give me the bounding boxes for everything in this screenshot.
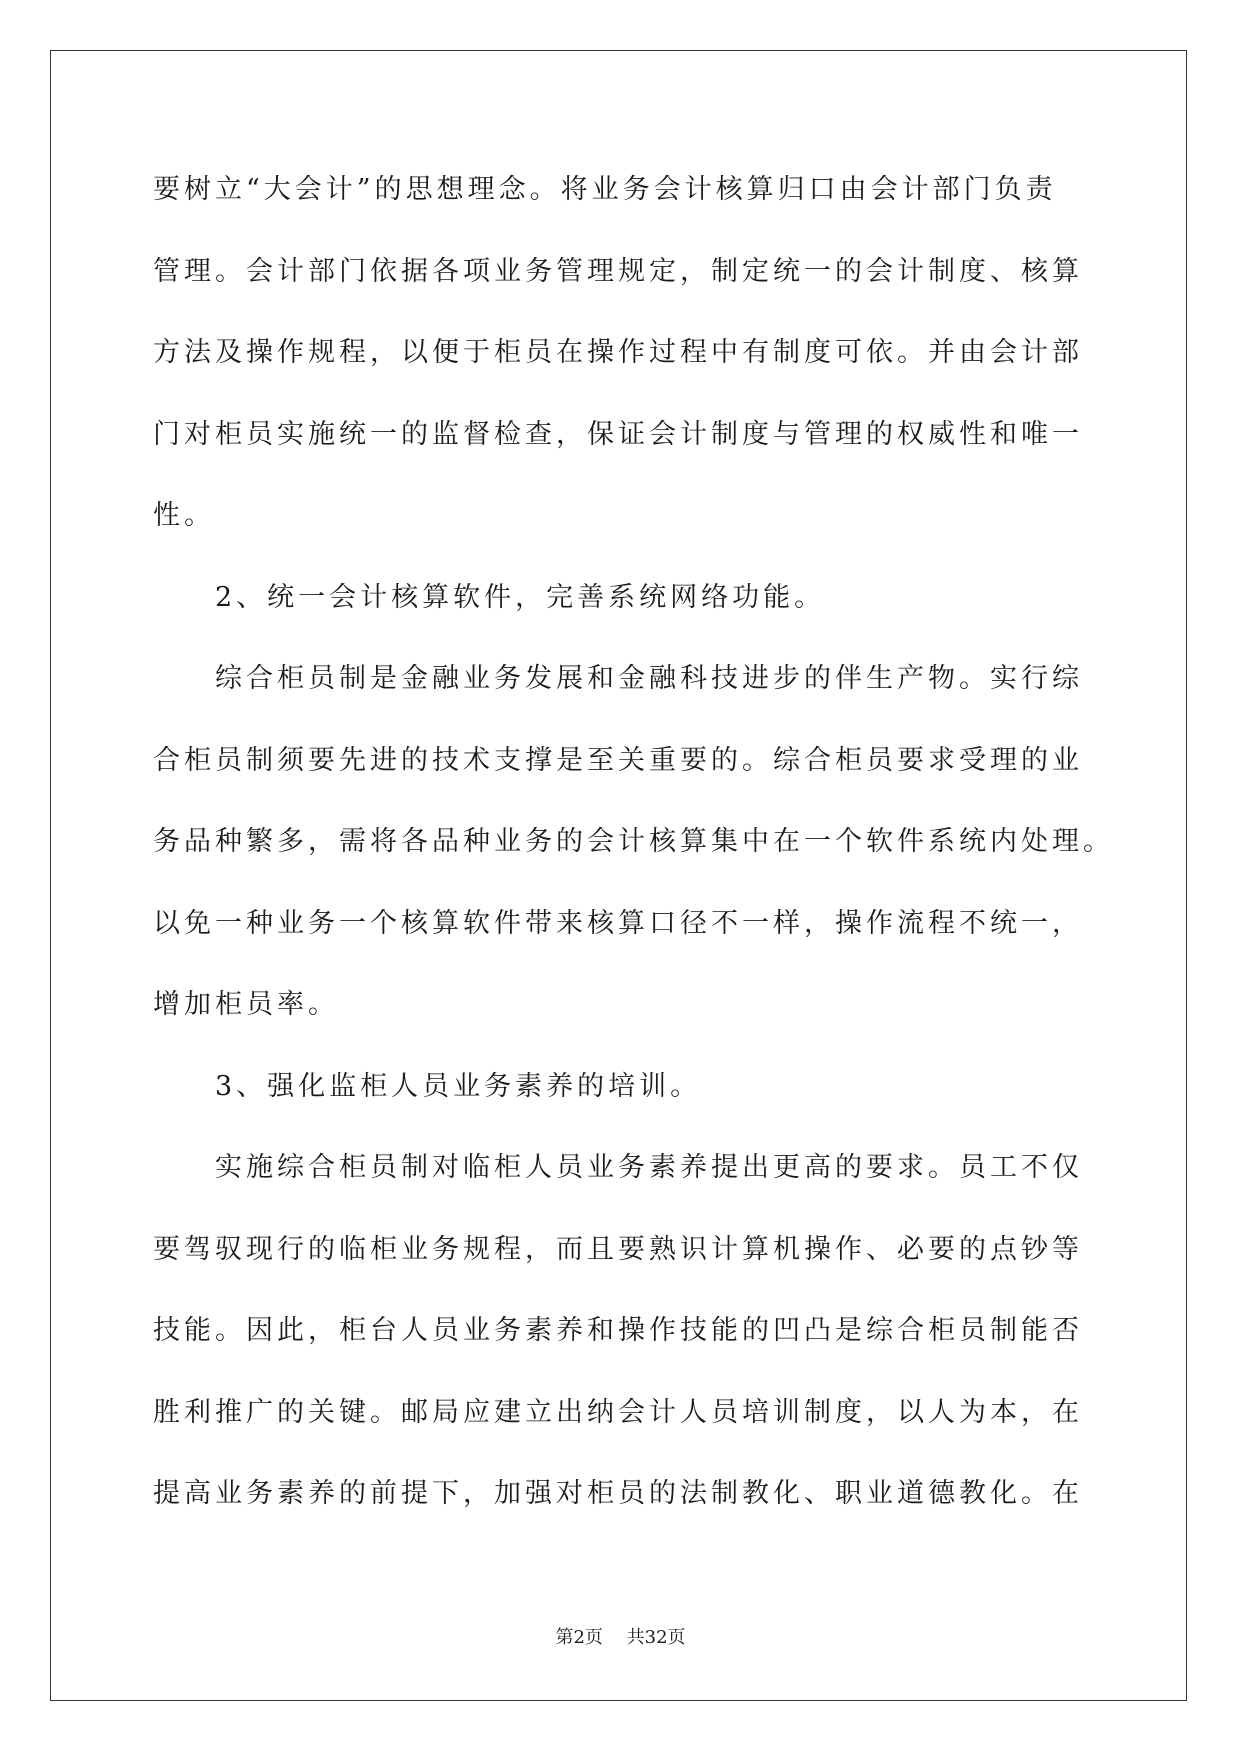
body-line: 务品种繁多，需将各品种业务的会计核算集中在一个软件系统内处理。	[153, 826, 1114, 857]
body-line: 胜利推广的关键。邮局应建立出纳会计人员培训制度，以人为本，在	[153, 1396, 1083, 1428]
body-line: 管理。会计部门依据各项业务管理规定，制定统一的会计制度、核算	[153, 255, 1083, 287]
total-pages: 共32页	[626, 1627, 686, 1648]
body-line: 性。	[153, 500, 215, 531]
body-line: 方法及操作规程，以便于柜员在操作过程中有制度可依。并由会计部	[153, 337, 1083, 368]
body-line: 提高业务素养的前提下，加强对柜员的法制教化、职业道德教化。在	[153, 1478, 1083, 1509]
body-line: 综合柜员制是金融业务发展和金融科技进步的伴生产物。实行综	[215, 663, 1083, 694]
body-line: 门对柜员实施统一的监督检查，保证会计制度与管理的权威性和唯一	[153, 418, 1083, 450]
section-heading: 3、强化监柜人员业务素养的培训。	[215, 1070, 702, 1102]
body-line: 合柜员制须要先进的技术支撑是至关重要的。综合柜员要求受理的业	[153, 744, 1083, 776]
current-page-number: 第2页	[555, 1627, 603, 1648]
section-heading: 2、统一会计核算软件，完善系统网络功能。	[215, 581, 826, 613]
body-line: 要驾驭现行的临柜业务规程，而且要熟识计算机操作、必要的点钞等	[153, 1233, 1083, 1265]
document-body	[153, 149, 1153, 1535]
body-line: 以免一种业务一个核算软件带来核算口径不一样，操作流程不统一，	[153, 907, 1083, 939]
body-line: 要树立“大会计”的思想理念。将业务会计核算归口由会计部门负责	[153, 174, 1057, 205]
page-footer	[0, 1626, 1241, 1650]
body-line: 技能。因此，柜台人员业务素养和操作技能的凹凸是综合柜员制能否	[153, 1315, 1083, 1346]
body-line: 增加柜员率。	[153, 989, 339, 1020]
body-line: 实施综合柜员制对临柜人员业务素养提出更高的要求。员工不仅	[215, 1152, 1083, 1183]
